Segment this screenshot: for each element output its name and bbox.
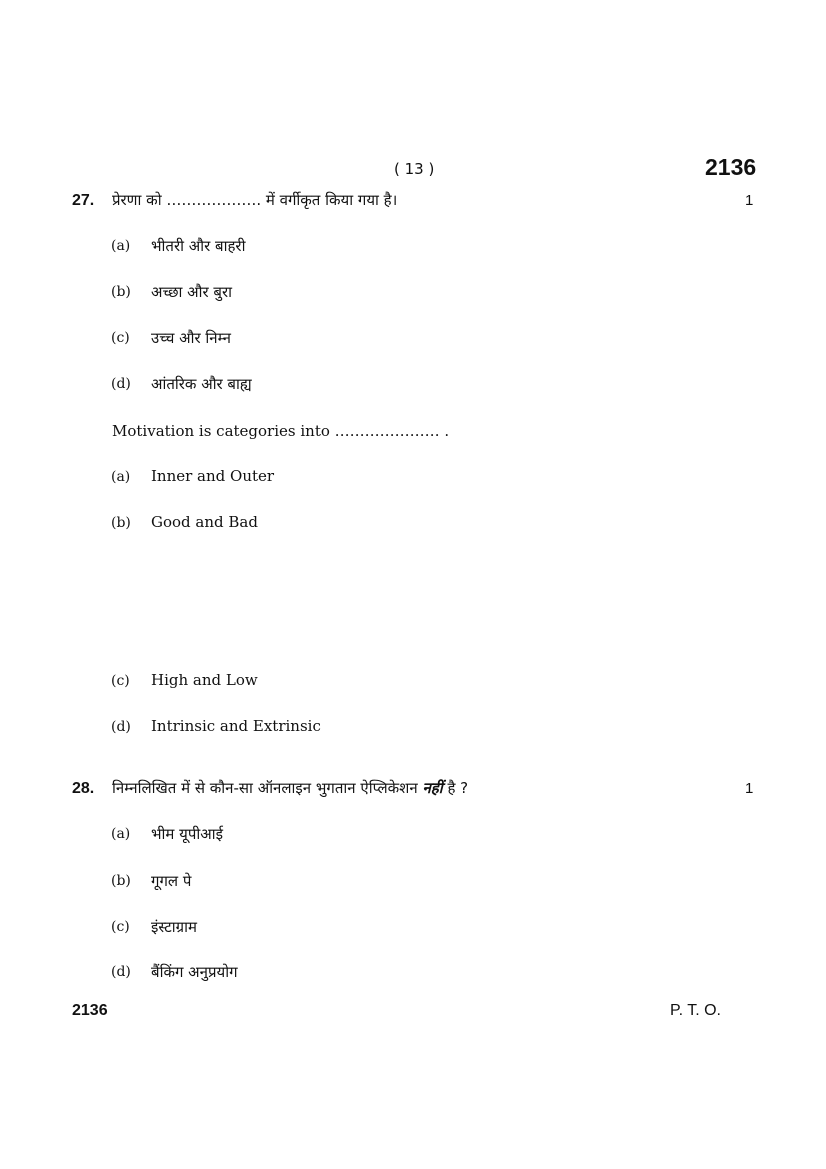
option-text: अच्छा और बुरा [151, 283, 232, 301]
option-text: गूगल पे [151, 872, 192, 890]
option-label: (a) [111, 238, 131, 254]
question-27-english-text: Motivation is categories into ………………… . [112, 422, 450, 440]
option-text: Inner and Outer [151, 467, 275, 485]
question-28-number: 28. [72, 780, 95, 797]
question-28-emphasis: नहीं [422, 779, 443, 797]
option-text: Good and Bad [151, 513, 258, 531]
question-27-marks: 1 [745, 192, 754, 209]
option-label: (c) [111, 330, 130, 346]
option-label: (b) [111, 873, 131, 889]
option-label: (c) [111, 673, 130, 689]
option-text: बैंकिंग अनुप्रयोग [151, 963, 238, 981]
question-27-number: 27. [72, 192, 95, 209]
question-27-hindi-text: प्रेरणा को ………………. में वर्गीकृत किया गया है। [112, 191, 398, 209]
page-number: ( 13 ) [394, 160, 435, 178]
option-label: (d) [111, 964, 131, 980]
question-28-hindi-text [112, 778, 468, 798]
option-label: (a) [111, 469, 131, 485]
option-label: (d) [111, 376, 131, 392]
option-label: (c) [111, 919, 130, 935]
question-28-text-before: निम्नलिखित में से कौन-सा ऑनलाइन भुगतान ऐप्लिकेशन [112, 779, 418, 797]
paper-code-footer: 2136 [72, 1002, 108, 1019]
option-text: Intrinsic and Extrinsic [151, 717, 321, 735]
paper-code-header: 2136 [705, 154, 757, 180]
option-text: भीम यूपीआई [151, 825, 223, 843]
option-text: High and Low [151, 671, 258, 689]
option-text: उच्च और निम्न [151, 329, 232, 347]
option-text: इंस्टाग्राम [151, 918, 197, 936]
please-turn-over: P. T. O. [670, 1002, 721, 1019]
question-28-text-after: है ? [447, 779, 469, 797]
option-label: (b) [111, 515, 131, 531]
option-text: भीतरी और बाहरी [151, 237, 246, 255]
option-label: (b) [111, 284, 131, 300]
option-label: (d) [111, 719, 131, 735]
option-label: (a) [111, 826, 131, 842]
option-text: आंतरिक और बाह्य [151, 375, 252, 393]
question-28-marks: 1 [745, 780, 754, 797]
